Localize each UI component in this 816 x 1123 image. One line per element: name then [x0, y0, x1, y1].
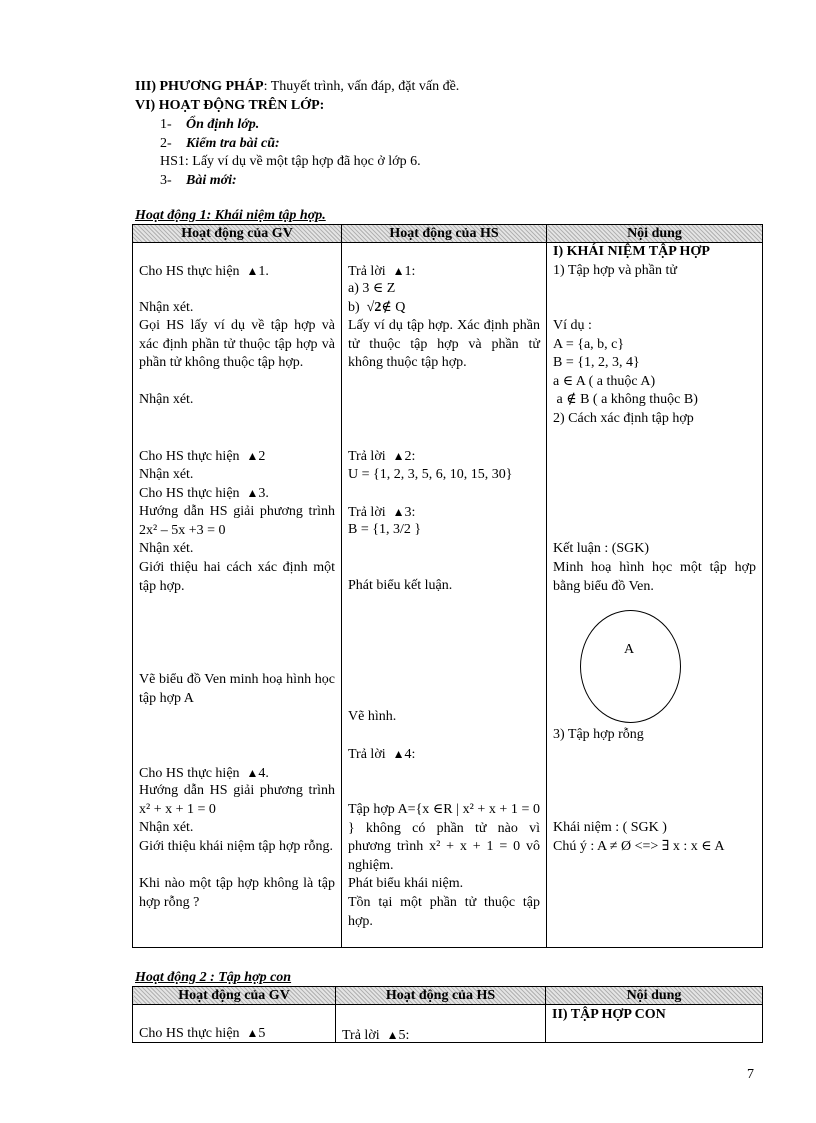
content-cell: [547, 243, 763, 948]
delta-icon: ▲: [392, 264, 405, 278]
gv-text: Cho HS thực hiện: [139, 486, 240, 501]
hs-line-13: Phát biểu khái niệm.: [348, 876, 464, 891]
step-2: [160, 135, 280, 154]
delta-icon: ▲: [386, 1028, 399, 1042]
content-line-6: a ∈ A ( a thuộc A): [553, 374, 656, 389]
table-row: [133, 1005, 763, 1043]
gv-line-12: [139, 764, 335, 784]
gv-line-16: Khi nào một tập hợp không là tập hợp rỗng ?: [139, 876, 335, 910]
method-line: [135, 78, 459, 97]
step-3-number: 3-: [160, 173, 172, 188]
hs-line-4: Lấy ví dụ tập hợp. Xác định phần tử thuộc tập hợp và phần tử không thuộc tập hợp.: [348, 318, 540, 370]
venn-label: A: [624, 642, 635, 657]
column-header-content: Nội dung: [547, 225, 763, 243]
hs-text: Trả lời: [342, 1028, 380, 1043]
content-line-5: B = {1, 2, 3, 4}: [553, 355, 640, 370]
hs-exercise-number: 1:: [404, 264, 416, 279]
activity-1-title: Khái niệm tập hợp.: [211, 208, 326, 223]
delta-icon: ▲: [246, 449, 259, 463]
hs-line-8: B = {1, 3/2 }: [348, 522, 422, 537]
gv-line-3: Gọi HS lấy ví dụ về tập hợp và xác định phần tử thuộc tập hợp và phần tử không thuộc tập hợp.: [139, 318, 335, 370]
gv-line-5: [139, 447, 335, 467]
content-line-8: 2) Cách xác định tập hợp: [553, 411, 694, 426]
page-number: 7: [747, 1067, 754, 1082]
gv-line-9: Nhận xét.: [139, 541, 194, 556]
content-line-9: Kết luận : (SGK): [553, 541, 650, 556]
step-1: [160, 116, 259, 135]
gv-text: Cho HS thực hiện: [139, 1026, 240, 1041]
delta-icon: ▲: [392, 449, 405, 463]
content-line-12: Khái niệm : ( SGK ): [553, 820, 667, 835]
gv-line-4: Nhận xét.: [139, 392, 194, 407]
hs-exercise-number: 4:: [404, 747, 416, 762]
method-label: III) PHƯƠNG PHÁP: [135, 79, 264, 94]
hs-exercise-number: 2:: [404, 449, 416, 464]
content-line-10: Minh hoạ hình học một tập hợp bằng biểu đồ Ven.: [553, 560, 756, 594]
hs-line-5: [348, 447, 540, 467]
delta-icon: ▲: [246, 766, 259, 780]
gv-line-11: Vẽ biểu đồ Ven minh hoạ hình học tập hợp A: [139, 672, 335, 706]
teacher-activity-cell: [133, 1005, 336, 1043]
content-line-7: a ∉ B ( a không thuộc B): [553, 392, 698, 407]
activities-title: VI) HOẠT ĐỘNG TRÊN LỚP:: [135, 98, 325, 113]
content-line-13: Chú ý : A ≠ Ø <=> ∃ x : x ∈ A: [553, 839, 725, 854]
gv-text: Cho HS thực hiện: [139, 766, 240, 781]
gv-line-1: [139, 262, 335, 282]
gv-line-2: Nhận xét.: [139, 300, 194, 315]
homework-check-question: HS1: Lấy ví dụ về một tập hợp đã học ở lớp 6.: [160, 154, 421, 169]
gv-line-10: Giới thiệu hai cách xác định một tập hợp.: [139, 560, 335, 594]
delta-icon: ▲: [246, 264, 259, 278]
activity-1-prefix: Hoạt động 1:: [135, 208, 212, 223]
hs-text: b): [348, 300, 360, 315]
delta-icon: ▲: [392, 505, 405, 519]
hs-text: ∉ Q: [381, 300, 406, 315]
teacher-activity-cell: [133, 243, 342, 948]
content-line-4: A = {a, b, c}: [553, 337, 625, 352]
table-header-row: [133, 225, 763, 243]
gv-text: Cho HS thực hiện: [139, 264, 240, 279]
gv-line-15: Giới thiệu khái niệm tập hợp rỗng.: [139, 839, 334, 854]
table-header-row: [133, 987, 763, 1005]
delta-icon: ▲: [392, 747, 405, 761]
content-section-title: II) TẬP HỢP CON: [552, 1007, 666, 1022]
step-2-number: 2-: [160, 136, 172, 151]
hs-line-9: Phát biểu kết luận.: [348, 578, 453, 593]
gv-line-7: [139, 484, 335, 504]
column-header-student: Hoạt động của HS: [336, 987, 546, 1005]
hs-line-7: [348, 503, 540, 523]
hs-line-3: [348, 299, 540, 318]
hs-exercise-number: 3:: [404, 505, 416, 520]
content-line-2: 1) Tập hợp và phần tử: [553, 263, 677, 278]
gv-line-14: Nhận xét.: [139, 820, 194, 835]
column-header-student: Hoạt động của HS: [342, 225, 547, 243]
column-header-teacher: Hoạt động của GV: [133, 225, 342, 243]
hs-line-14: Tồn tại một phần tử thuộc tập hợp.: [348, 895, 540, 929]
method-text: : Thuyết trình, vấn đáp, đặt vấn đề.: [263, 79, 460, 94]
gv-line-13: Hướng dẫn HS giải phương trình x² + x + 1 = 0: [139, 783, 335, 817]
activity-2-table: [132, 986, 763, 1043]
sqrt-two: √2: [366, 300, 382, 315]
hs-line-11: [348, 745, 540, 765]
gv-text: Cho HS thực hiện: [139, 449, 240, 464]
gv-line-6: Nhận xét.: [139, 467, 194, 482]
activity-1-table: [132, 224, 763, 948]
gv-exercise-number: 4.: [258, 766, 269, 781]
hs-line-12: Tập hợp A={x ∈R | x² + x + 1 = 0 } không có phần tử nào vì phương trình x² + x + 1 = 0 vô nghiệm.: [348, 802, 540, 873]
step-3-text: Bài mới:: [186, 173, 237, 188]
content-line-3: Ví dụ :: [553, 318, 592, 333]
content-section-title: I) KHÁI NIỆM TẬP HỢP: [553, 244, 710, 259]
content-cell: [546, 1005, 763, 1043]
hs-line-1: [342, 1026, 539, 1046]
hs-text: Trả lời: [348, 505, 386, 520]
student-activity-cell: [336, 1005, 546, 1043]
table-row: [133, 243, 763, 948]
hs-text: Trả lời: [348, 264, 386, 279]
column-header-content: Nội dung: [546, 987, 763, 1005]
gv-exercise-number: 5: [258, 1026, 266, 1041]
step-3: [160, 172, 237, 191]
activity-1-heading: [135, 207, 326, 226]
activity-2-heading: [135, 969, 291, 988]
gv-line-1: [139, 1024, 329, 1044]
activity-2-title: : Tập hợp con: [206, 970, 292, 985]
step-1-text: Ổn định lớp.: [186, 117, 260, 132]
hs-line-6: U = {1, 2, 3, 5, 6, 10, 15, 30}: [348, 467, 513, 482]
student-activity-cell: [342, 243, 547, 948]
hs-exercise-number: 5:: [398, 1028, 410, 1043]
hs-line-1: [348, 262, 540, 282]
gv-exercise-number: 3.: [258, 486, 269, 501]
gv-exercise-number: 1.: [258, 264, 269, 279]
step-2-text: Kiểm tra bài cũ:: [186, 136, 280, 151]
hs-line-10: Vẽ hình.: [348, 709, 397, 724]
hs-text: Trả lời: [348, 747, 386, 762]
delta-icon: ▲: [246, 1026, 259, 1040]
gv-exercise-number: 2: [258, 449, 266, 464]
step-1-number: 1-: [160, 117, 172, 132]
hs-text: Trả lời: [348, 449, 386, 464]
activity-2-prefix: Hoạt động 2: [135, 970, 207, 985]
venn-diagram: [580, 610, 681, 723]
content-line-11: 3) Tập hợp rỗng: [553, 727, 644, 742]
gv-line-8: Hướng dẫn HS giải phương trình 2x² – 5x +3 = 0: [139, 504, 335, 538]
column-header-teacher: Hoạt động của GV: [133, 987, 336, 1005]
hs-line-2: a) 3 ∈ Z: [348, 281, 396, 296]
delta-icon: ▲: [246, 486, 259, 500]
